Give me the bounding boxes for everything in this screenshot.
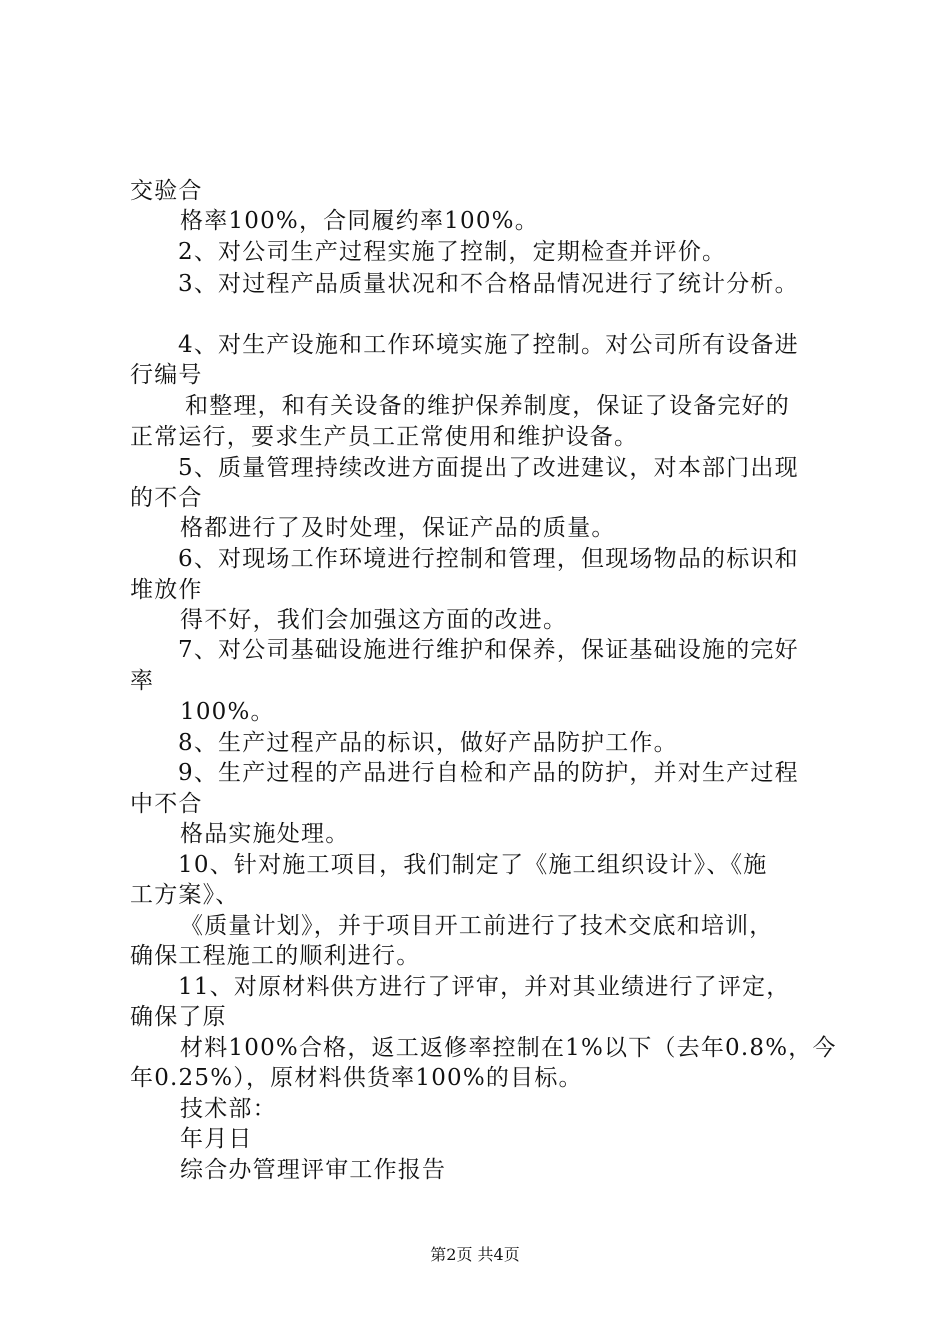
- text-line: 《质量计划》，并于项目开工前进行了技术交底和培训，: [180, 913, 774, 939]
- text-line: 交验合: [130, 178, 203, 204]
- text-line: 10、针对施工项目，我们制定了《施工组织设计》、《施: [178, 852, 768, 878]
- text-line: 5、质量管理持续改进方面提出了改进建议，对本部门出现: [178, 455, 799, 481]
- text-line: 技术部：: [180, 1096, 277, 1122]
- text-line: 8、生产过程产品的标识，做好产品防护工作。: [178, 730, 678, 756]
- text-line: 的不合: [130, 485, 203, 511]
- text-line: 格品实施处理。: [180, 821, 350, 847]
- text-line: 年0.25%），原材料供货率100%的目标。: [130, 1065, 583, 1091]
- text-line: 100%。: [180, 699, 275, 725]
- text-line: 确保了原: [130, 1004, 227, 1030]
- text-line: 工方案》、: [130, 882, 240, 908]
- text-line: 格率100%，合同履约率100%。: [180, 208, 539, 234]
- text-line: 3、对过程产品质量状况和不合格品情况进行了统计分析。: [178, 271, 799, 297]
- text-line: 7、对公司基础设施进行维护和保养，保证基础设施的完好: [178, 637, 799, 663]
- text-line: 11、对原材料供方进行了评审，并对其业绩进行了评定，: [178, 974, 791, 1000]
- text-line: 年月日: [180, 1126, 253, 1152]
- text-line: 4、对生产设施和工作环境实施了控制。对公司所有设备进: [178, 332, 799, 358]
- text-line: 行编号: [130, 362, 203, 388]
- text-line: 材料100%合格，返工返修率控制在1%以下（去年0.8%，今: [180, 1035, 837, 1061]
- text-line: 得不好，我们会加强这方面的改进。: [180, 607, 568, 633]
- text-line: 9、生产过程的产品进行自检和产品的防护，并对生产过程: [178, 760, 799, 786]
- text-line: 格都进行了及时处理，保证产品的质量。: [180, 515, 616, 541]
- text-line: 和整理，和有关设备的维护保养制度，保证了设备完好的: [185, 393, 790, 419]
- text-line: 确保工程施工的顺利进行。: [130, 943, 421, 969]
- text-line: 中不合: [130, 791, 203, 817]
- page-footer: 第2页 共4页: [430, 1245, 520, 1264]
- text-line: 6、对现场工作环境进行控制和管理，但现场物品的标识和: [178, 546, 799, 572]
- text-line: 综合办管理评审工作报告: [180, 1157, 447, 1183]
- text-line: 正常运行，要求生产员工正常使用和维护设备。: [130, 424, 639, 450]
- text-line: 2、对公司生产过程实施了控制，定期检查并评价。: [178, 239, 727, 265]
- text-line: 率: [130, 668, 155, 694]
- text-line: 堆放作: [130, 577, 203, 603]
